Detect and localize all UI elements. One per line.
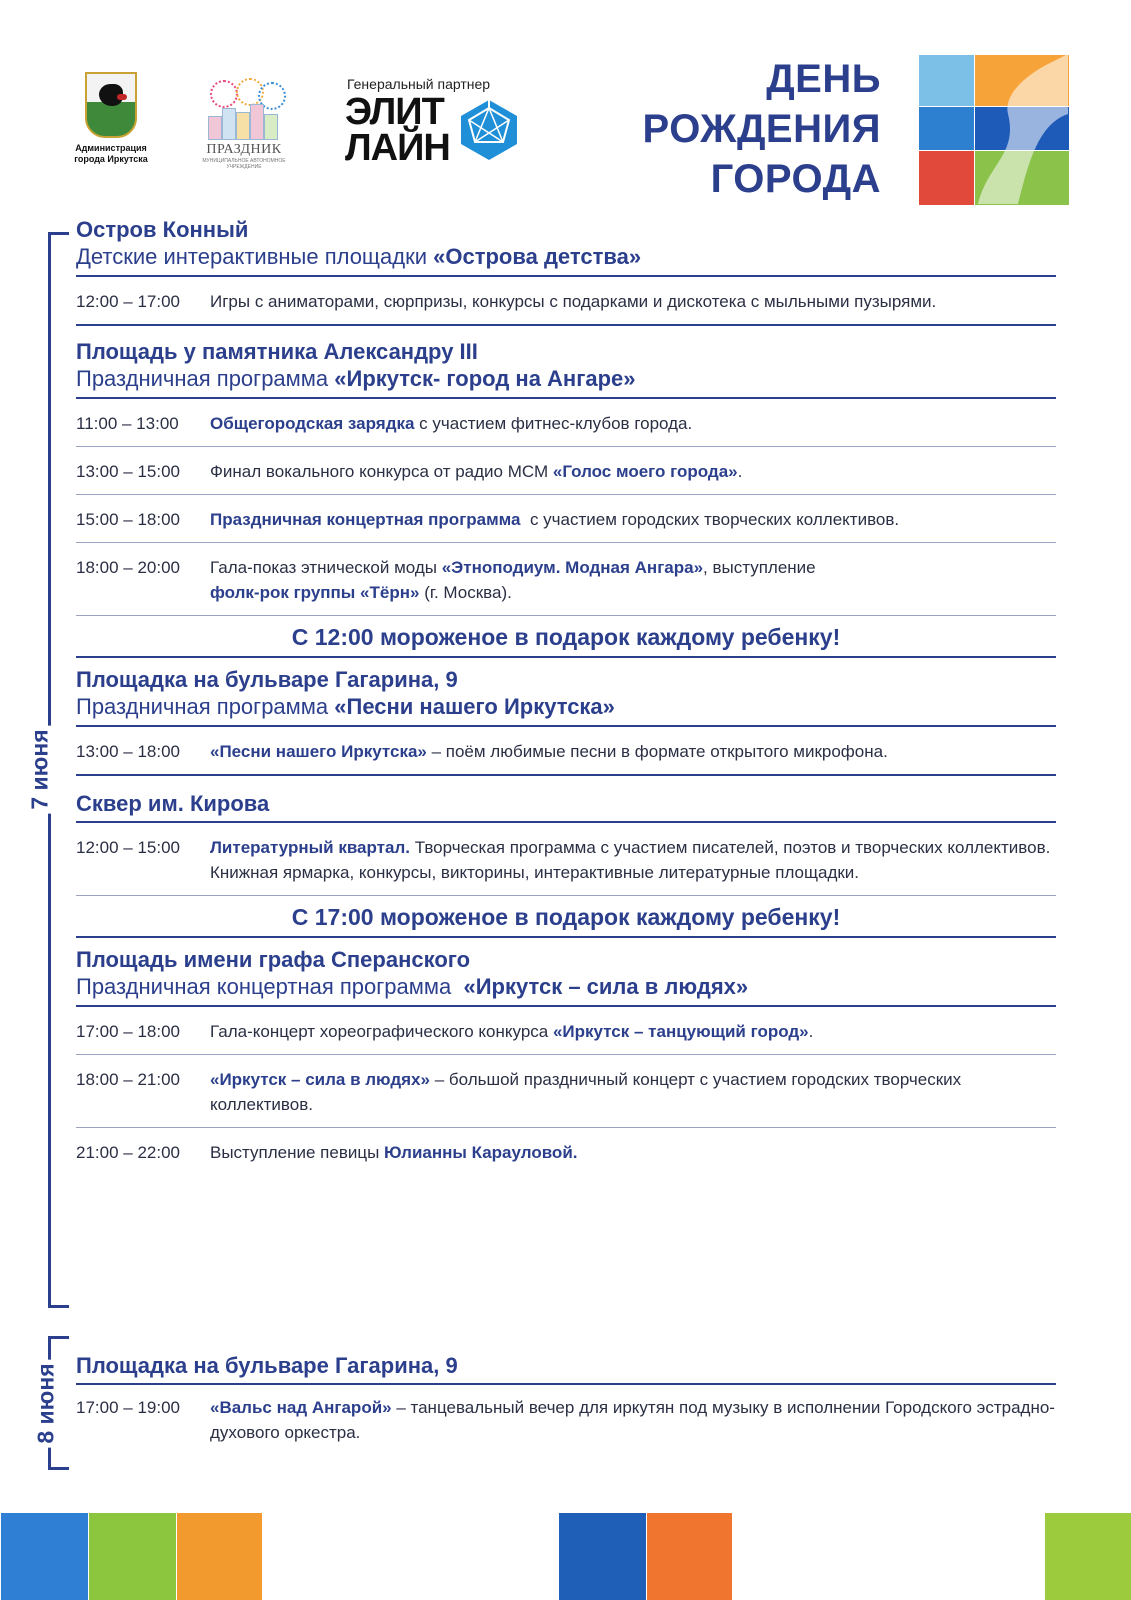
venue-section (76, 666, 1056, 776)
footer-illustration-right (1044, 1512, 1131, 1600)
venue-title: Остров Конный (76, 217, 249, 242)
schedule-row (76, 277, 1056, 326)
partner-name-line1: ЭЛИТ (345, 91, 444, 133)
schedule-row (76, 447, 1056, 495)
page-title (643, 54, 881, 204)
partner-name-line2: ЛАЙН (345, 127, 450, 169)
event-description: Выступление певицы Юлианны Карауловой. (210, 1143, 578, 1162)
schedule-june7 (76, 216, 1056, 1175)
irkutsk-crest-icon (85, 72, 137, 138)
general-partner-logo (345, 76, 535, 176)
time-range: 21:00 – 22:00 (76, 1143, 180, 1162)
time-range: 17:00 – 18:00 (76, 1022, 180, 1041)
time-range: 17:00 – 19:00 (76, 1398, 180, 1417)
schedule-row (76, 1385, 1056, 1455)
schedule-row (76, 543, 1056, 616)
venue-title: Площадка на бульваре Гагарина, 9 (76, 1353, 458, 1378)
event-description: «Вальс над Ангарой» – танцевальный вечер для иркутян под музыку в исполнении Городского эстрадно-духового оркестра. (210, 1398, 1055, 1442)
fireworks-city-icon (204, 78, 284, 140)
ice-cream-banner: С 17:00 мороженое в подарок каждому ребенку! (76, 896, 1056, 938)
title-line2: РОЖДЕНИЯ (642, 107, 881, 151)
title-line3: ГОРОДА (710, 157, 881, 201)
time-range: 13:00 – 15:00 (76, 462, 180, 481)
venue-section (76, 790, 1056, 896)
schedule-row (76, 1055, 1056, 1128)
event-description: Гала-показ этнической моды «Этноподиум. Модная Ангара», выступление фолк-рок группы «Тёрн» (г. Москва). (210, 558, 816, 602)
time-range: 11:00 – 13:00 (76, 414, 179, 433)
time-range: 13:00 – 18:00 (76, 742, 180, 761)
time-range: 12:00 – 15:00 (76, 838, 180, 857)
ice-cream-banner: С 12:00 мороженое в подарок каждому ребенку! (76, 616, 1056, 658)
time-range: 12:00 – 17:00 (76, 292, 180, 311)
date-june7: 7 июня (21, 725, 60, 813)
event-description: Литературный квартал. Творческая программа с участием писателей, поэтов и творческих коллективов. Книжная ярмарка, конкурсы, викторины, интерактивные литературные площадки. (210, 838, 1051, 882)
event-description: Праздничная концертная программа с участием городских творческих коллективов. (210, 510, 900, 529)
schedule-row (76, 1007, 1056, 1055)
schedule-row (76, 399, 1056, 447)
partner-caption: Генеральный партнер (347, 76, 491, 92)
time-range: 18:00 – 20:00 (76, 558, 180, 577)
venue-section (76, 338, 1056, 616)
schedule-row (76, 495, 1056, 543)
crystal-icon (457, 98, 521, 162)
admin-logo-text: Администрация города Иркутска (74, 143, 148, 164)
prazdnik-logo-name: ПРАЗДНИК (206, 142, 282, 157)
event-description: Финал вокального конкурса от радио МСМ «Голос моего города». (210, 462, 743, 481)
venue-title: Площадь имени графа Сперанского (76, 947, 471, 972)
event-description: «Иркутск – сила в людях» – большой праздничный концерт с участием городских творческих коллективов. (210, 1070, 962, 1114)
program-title: Праздничная концертная программа «Иркутск – сила в людях» (76, 974, 749, 999)
prazdnik-logo (198, 78, 290, 182)
footer-illustration-center (558, 1512, 732, 1600)
time-range: 15:00 – 18:00 (76, 510, 180, 529)
program-title: Праздничная программа «Песни нашего Иркутска» (76, 694, 615, 719)
venue-title: Площадка на бульваре Гагарина, 9 (76, 667, 458, 692)
schedule-row (76, 1128, 1056, 1175)
event-description: «Песни нашего Иркутска» – поём любимые песни в формате открытого микрофона. (210, 742, 888, 761)
schedule-june8 (76, 1352, 1056, 1455)
date-june8: 8 июня (27, 1359, 66, 1447)
event-description: Гала-концерт хореографического конкурса «Иркутск – танцующий город». (210, 1022, 814, 1041)
time-range: 18:00 – 21:00 (76, 1070, 180, 1089)
program-title: Праздничная программа «Иркутск- город на Ангаре» (76, 366, 636, 391)
admin-logo (70, 72, 152, 182)
schedule-row (76, 823, 1056, 896)
title-line1: ДЕНЬ (766, 57, 881, 101)
venue-section (76, 946, 1056, 1175)
city-mosaic-image (918, 54, 1068, 204)
event-description: Игры с аниматорами, сюрпризы, конкурсы с подарками и дискотека с мыльными пузырями. (210, 292, 937, 311)
program-title: Детские интерактивные площадки «Острова детства» (76, 244, 642, 269)
event-description: Общегородская зарядка с участием фитнес-клубов города. (210, 414, 693, 433)
prazdnik-logo-sub: МУНИЦИПАЛЬНОЕ АВТОНОМНОЕ УЧРЕЖДЕНИЕ (202, 158, 286, 170)
venue-title: Площадь у памятника Александру III (76, 339, 478, 364)
schedule-row (76, 727, 1056, 776)
venue-title: Сквер им. Кирова (76, 791, 270, 816)
venue-section (76, 216, 1056, 326)
footer-illustration-left (0, 1512, 262, 1600)
